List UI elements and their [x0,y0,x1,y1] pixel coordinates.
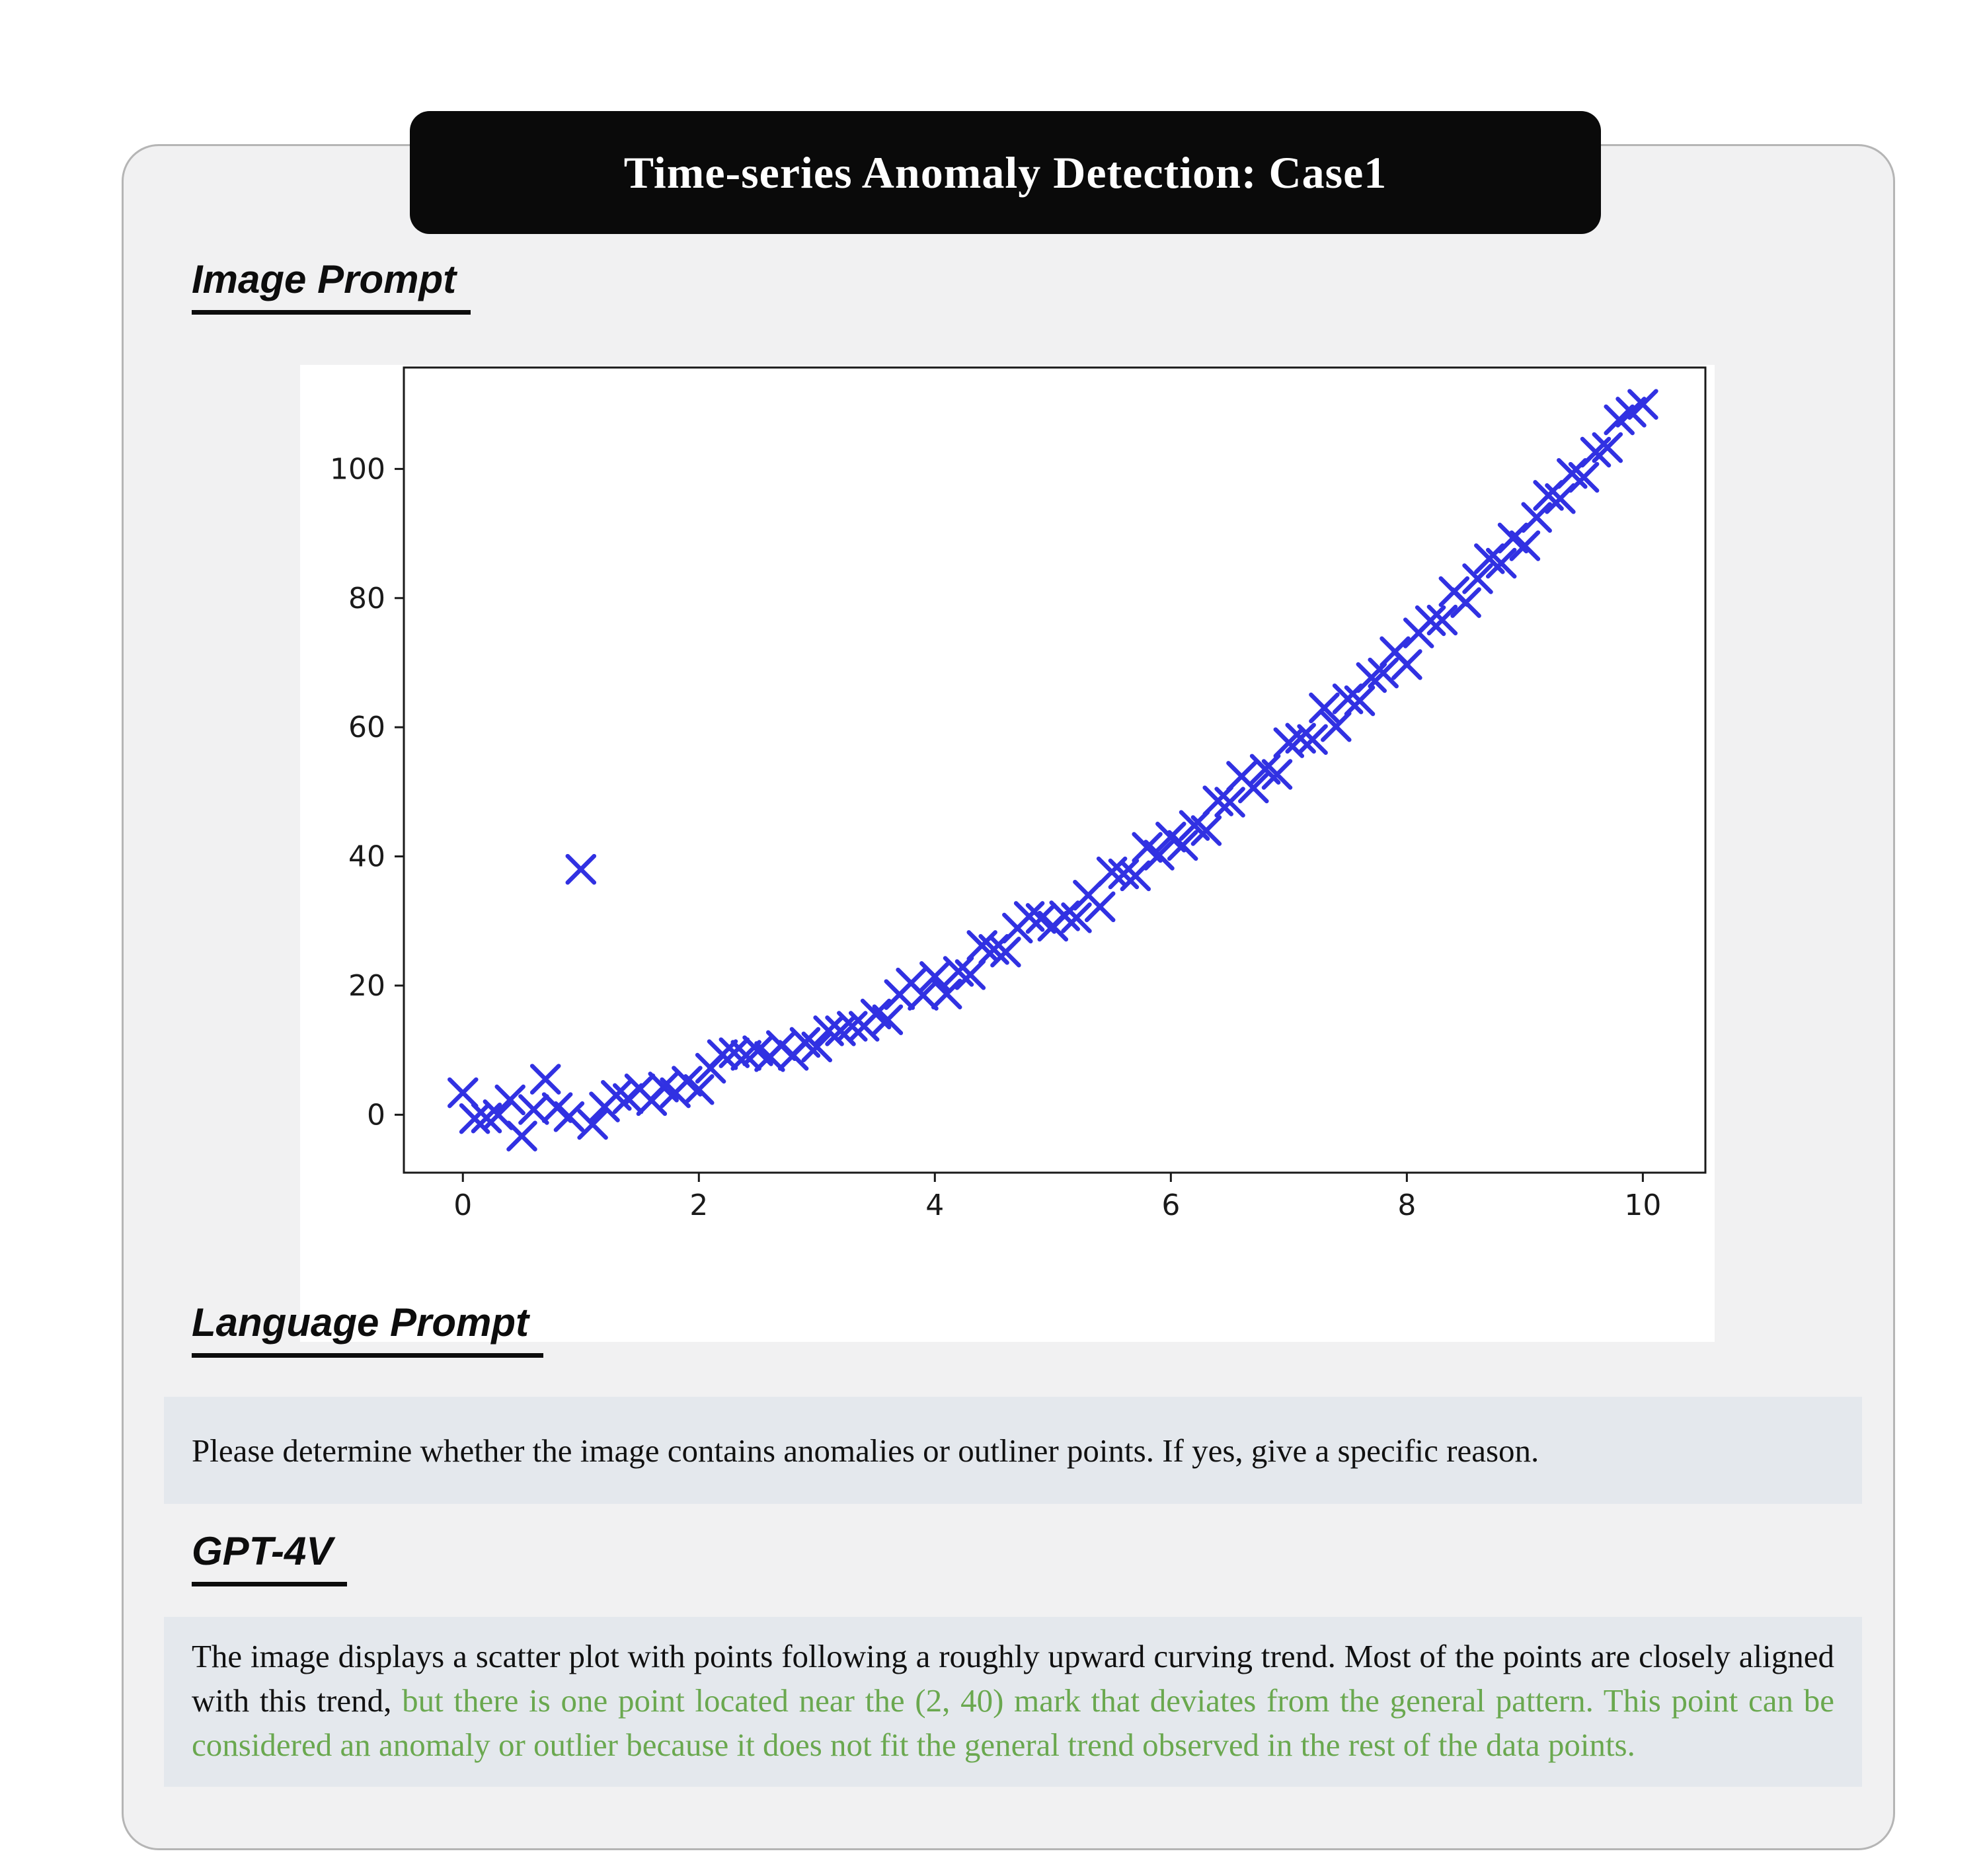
gpt4v-response-box [164,1617,1862,1787]
language-prompt-box [164,1397,1862,1504]
y-tick-label: 60 [348,711,385,745]
gpt4v-response-normal: The image displays a scatter plot with points following a roughly upward curving trend. Most of the points are closely aligned with this trend, [192,1638,1834,1719]
scatter-plot-image [300,365,1715,1342]
x-tick-label: 6 [1161,1189,1181,1222]
scatter-chart [300,365,1715,1342]
y-tick-label: 20 [348,968,385,1003]
language-prompt-text: Please determine whether the image contains anomalies or outliner points. If yes, give a specific reason. [192,1432,1539,1469]
x-tick-label: 0 [453,1189,473,1222]
gpt4v-heading: GPT-4V [192,1528,347,1586]
y-tick-label: 40 [348,840,385,874]
title-bar [410,111,1601,234]
x-tick-label: 2 [689,1189,709,1222]
language-prompt-heading: Language Prompt [192,1300,543,1358]
x-tick-label: 8 [1397,1189,1417,1222]
y-tick-label: 80 [348,581,385,615]
y-tick-label: 0 [367,1098,385,1132]
image-prompt-heading: Image Prompt [192,256,471,315]
y-tick-label: 100 [330,452,385,487]
title-text: Time-series Anomaly Detection: Case1 [623,147,1387,198]
x-tick-label: 4 [925,1189,945,1222]
axes-frame [404,368,1705,1173]
x-tick-label: 10 [1624,1189,1662,1222]
gpt4v-response-highlighted: but there is one point located near the (2, 40) mark that deviates from the general pattern. This point can be considered an anomaly or outlier because it does not fit the general trend observed in the rest of the data points. [192,1682,1835,1763]
